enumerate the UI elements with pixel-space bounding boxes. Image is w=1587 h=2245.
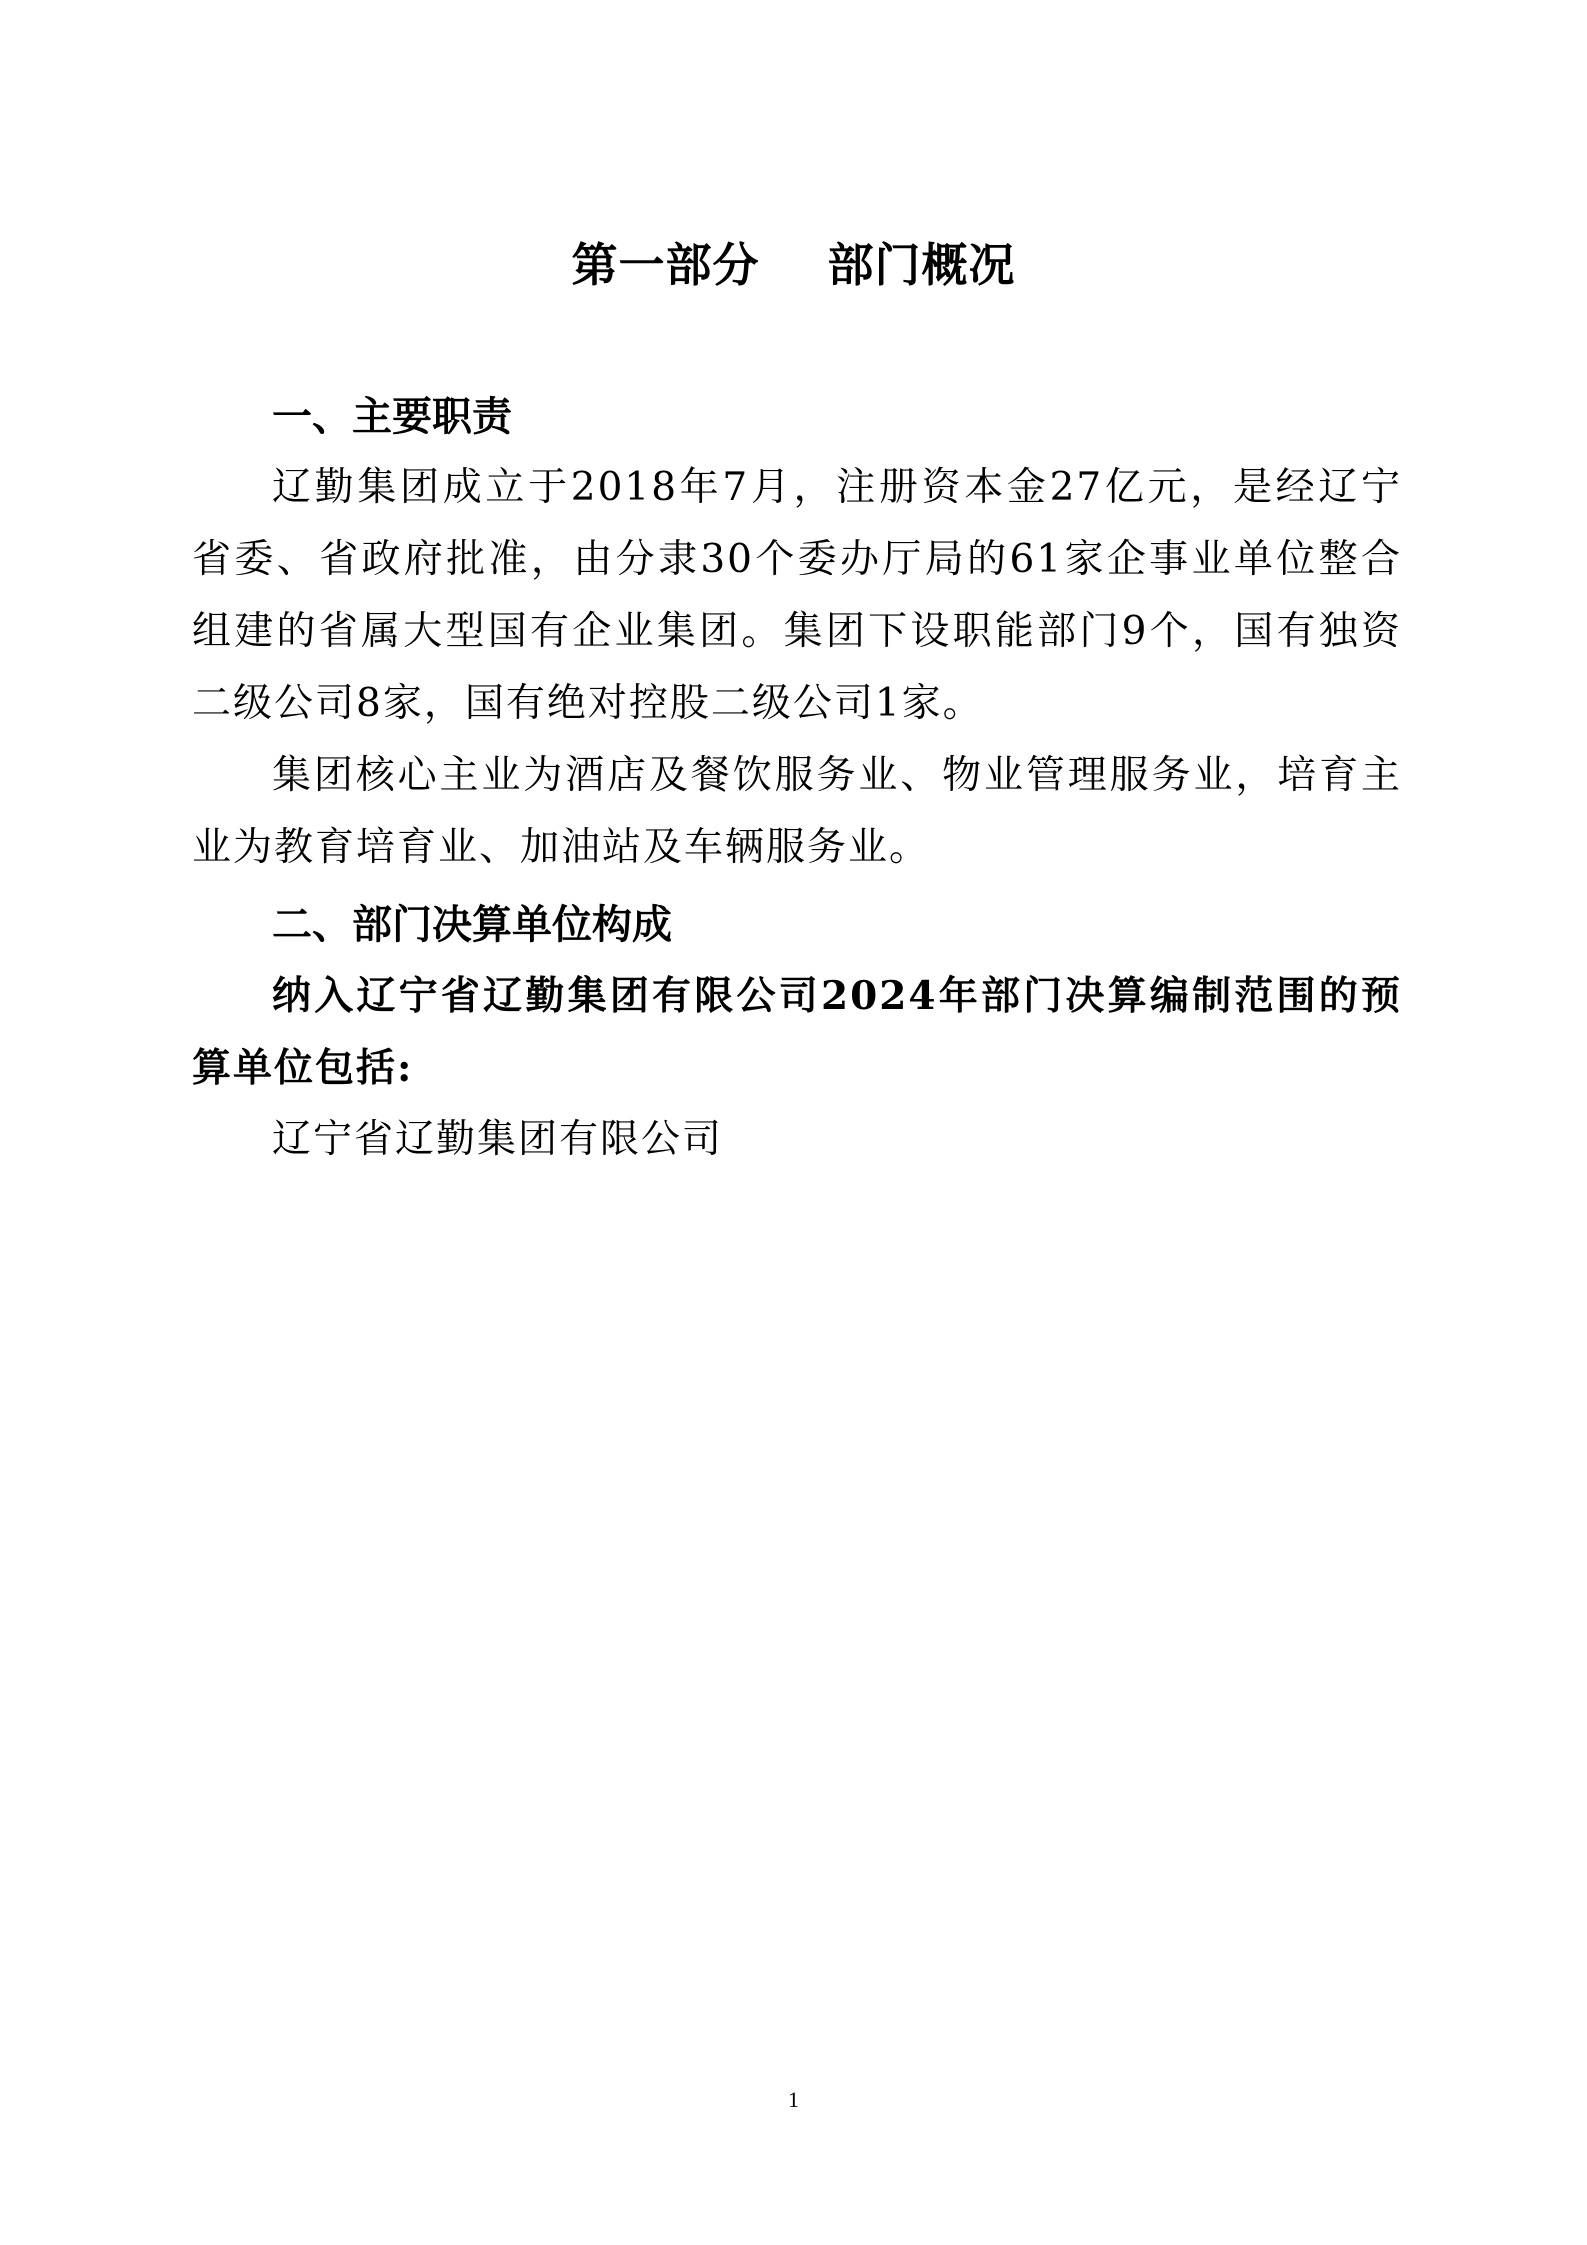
paragraph-responsibilities-1: 辽勤集团成立于2018年7月，注册资本金27亿元，是经辽宁省委、省政府批准，由分隶30个委办厅局的61家企事业单位整合组建的省属大型国有企业集团。集团下设职能部门9个，国有独资二级公司8家，国有绝对控股二级公司1家。 xyxy=(192,465,1402,726)
paragraph-unit-name: 辽宁省辽勤集团有限公司 xyxy=(272,1117,724,1162)
page-number: 1 xyxy=(788,2087,799,2112)
section-heading-unit-composition: 二、部门决算单位构成 xyxy=(272,902,672,948)
paragraph-responsibilities-2: 集团核心主业为酒店及餐饮服务业、物业管理服务业，培育主业为教育培育业、加油站及车辆服务业。 xyxy=(192,753,1402,870)
page-title: 第一部分 部门概况 xyxy=(571,238,1016,292)
section-heading-responsibilities: 一、主要职责 xyxy=(272,394,512,440)
paragraph-unit-intro: 纳入辽宁省辽勤集团有限公司2024年部门决算编制范围的预算单位包括: xyxy=(192,973,1402,1091)
